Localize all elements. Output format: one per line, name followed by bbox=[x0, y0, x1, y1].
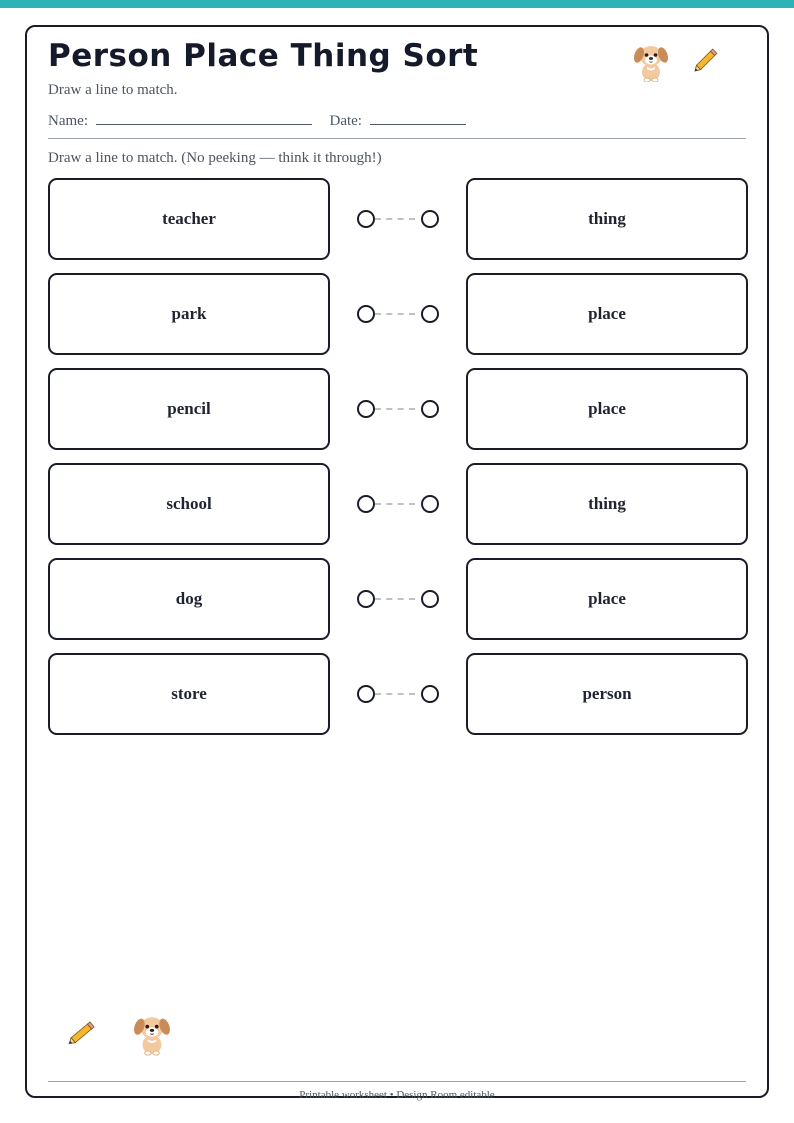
left-connector-dot[interactable] bbox=[357, 305, 375, 323]
connector-dash bbox=[375, 503, 415, 505]
word-card-left[interactable]: dog bbox=[48, 558, 330, 640]
pencil-icon bbox=[66, 1016, 100, 1048]
word-card-right[interactable]: place bbox=[466, 558, 748, 640]
word-card-right[interactable]: thing bbox=[466, 463, 748, 545]
left-connector-dot[interactable] bbox=[357, 210, 375, 228]
accent-bar bbox=[0, 0, 794, 8]
puppy-icon bbox=[632, 40, 670, 82]
right-connector-dot[interactable] bbox=[421, 400, 439, 418]
left-connector-dot[interactable] bbox=[357, 495, 375, 513]
right-connector-dot[interactable] bbox=[421, 685, 439, 703]
subtitle: Draw a line to match. bbox=[48, 82, 178, 98]
left-connector-dot[interactable] bbox=[357, 685, 375, 703]
connector-dash bbox=[375, 693, 415, 695]
connector-dash bbox=[375, 598, 415, 600]
name-field[interactable] bbox=[96, 112, 312, 125]
footer-text: Printable worksheet • Design Room editable bbox=[299, 1089, 495, 1101]
name-label: Name: bbox=[48, 113, 88, 129]
header-divider bbox=[48, 138, 746, 139]
word-card-left[interactable]: store bbox=[48, 653, 330, 735]
word-card-right[interactable]: person bbox=[466, 653, 748, 735]
puppy-icon bbox=[132, 1010, 172, 1056]
connector-dash bbox=[375, 408, 415, 410]
right-connector-dot[interactable] bbox=[421, 305, 439, 323]
word-card-left[interactable]: park bbox=[48, 273, 330, 355]
footer-divider bbox=[48, 1081, 746, 1082]
pencil-icon bbox=[692, 44, 722, 74]
left-connector-dot[interactable] bbox=[357, 590, 375, 608]
page-title: Person Place Thing Sort bbox=[48, 38, 479, 74]
right-connector-dot[interactable] bbox=[421, 590, 439, 608]
word-card-right[interactable]: thing bbox=[466, 178, 748, 260]
connector-dash bbox=[375, 313, 415, 315]
date-field[interactable] bbox=[370, 112, 466, 125]
instructions: Draw a line to match. (No peeking — think it through!) bbox=[48, 150, 382, 166]
word-card-right[interactable]: place bbox=[466, 273, 748, 355]
word-card-left[interactable]: teacher bbox=[48, 178, 330, 260]
connector-dash bbox=[375, 218, 415, 220]
word-card-left[interactable]: pencil bbox=[48, 368, 330, 450]
left-connector-dot[interactable] bbox=[357, 400, 375, 418]
right-connector-dot[interactable] bbox=[421, 495, 439, 513]
word-card-right[interactable]: place bbox=[466, 368, 748, 450]
right-connector-dot[interactable] bbox=[421, 210, 439, 228]
date-label: Date: bbox=[329, 113, 362, 129]
word-card-left[interactable]: school bbox=[48, 463, 330, 545]
name-date-row bbox=[48, 112, 466, 130]
